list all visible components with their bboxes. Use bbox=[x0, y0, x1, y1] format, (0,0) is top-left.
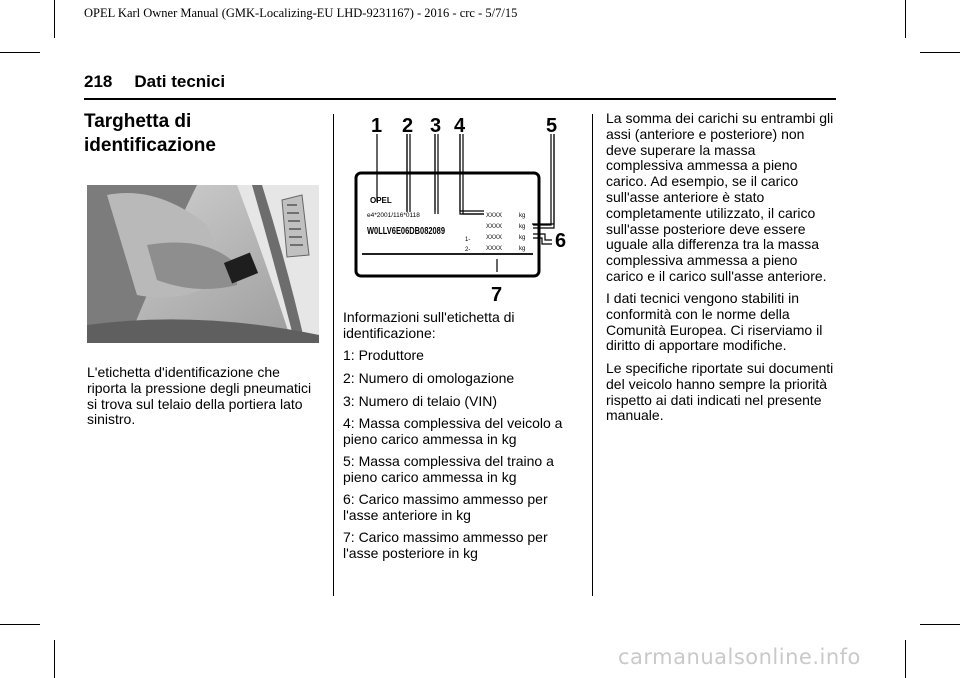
right-paragraph: I dati tecnici vengono stabiliti in conformità con le norme della Comunità Europea. Ci riserviamo il diritto di apportare modifiche. bbox=[606, 290, 823, 354]
right-paragraph: Le specifiche riportate sui documenti del veicolo hanno sempre la priorità rispetto ai dati indicati nel presente manuale. bbox=[606, 360, 834, 424]
callout-4: 4 bbox=[454, 115, 466, 137]
plate-mass-value: XXXX bbox=[486, 246, 503, 252]
watermark: carmanualsonline.info bbox=[618, 645, 861, 669]
right-paragraph: La somma dei carichi su entrambi gli assi (anteriore e posteriore) non deve superare la massa complessiva ammessa a pieno carico. Ad esempio, se il carico sull'asse anteriore è stato completamente utilizzato, il carico sull'asse posteriore deve essere uguale alla differenza tra la massa complessiva ammessa a pieno carico e il carico sull'asse anteriore. bbox=[606, 110, 834, 284]
plate-unit: kg bbox=[519, 235, 526, 241]
identification-label-figure bbox=[352, 112, 576, 304]
legend-item: 4: Massa complessiva del veicolo a pieno carico ammessa in kg bbox=[343, 415, 563, 447]
crop-mark bbox=[920, 624, 960, 625]
legend-item: 2: Numero di omologazione bbox=[343, 370, 515, 386]
plate-approval: e4*2001/116*0118 bbox=[367, 212, 420, 219]
legend-item: 1: Produttore bbox=[343, 347, 424, 363]
column-divider bbox=[592, 114, 593, 596]
plate-axle-label: 1- bbox=[465, 237, 471, 243]
plate-unit: kg bbox=[519, 246, 526, 252]
crop-mark bbox=[54, 640, 55, 678]
plate-mass-value: XXXX bbox=[486, 224, 503, 230]
legend-item: 7: Carico massimo ammesso per l'asse posteriore in kg bbox=[343, 529, 548, 561]
plate-vin: W0LLV6E06DB082089 bbox=[367, 225, 446, 237]
callout-3: 3 bbox=[430, 115, 442, 137]
legend-item: 3: Numero di telaio (VIN) bbox=[343, 393, 498, 409]
plate-mass-value: XXXX bbox=[486, 235, 503, 241]
plate-unit: kg bbox=[519, 213, 526, 219]
crop-mark bbox=[0, 52, 40, 53]
section-title: Targhetta di identificazione bbox=[84, 111, 216, 156]
crop-mark bbox=[920, 52, 960, 53]
legend-item: 6: Carico massimo ammesso per l'asse anteriore in kg bbox=[343, 491, 548, 523]
plate-brand: OPEL bbox=[370, 196, 392, 205]
crop-mark bbox=[905, 640, 906, 678]
page-header bbox=[84, 72, 225, 92]
callout-1: 1 bbox=[371, 115, 383, 137]
plate-unit: kg bbox=[519, 224, 526, 230]
plate-axle-label: 2- bbox=[465, 247, 471, 253]
crop-mark bbox=[54, 0, 55, 38]
header-rule bbox=[84, 98, 836, 100]
page-number: 218 bbox=[84, 72, 113, 91]
callout-7: 7 bbox=[491, 284, 503, 304]
callout-2: 2 bbox=[402, 115, 414, 137]
door-frame-photo bbox=[87, 185, 319, 343]
callout-5: 5 bbox=[546, 115, 558, 137]
plate-mass-value: XXXX bbox=[486, 213, 503, 219]
manual-meta: OPEL Karl Owner Manual (GMK-Localizing-EU LHD-9231167) - 2016 - crc - 5/7/15 bbox=[84, 6, 518, 20]
left-body: L'etichetta d'identificazione che riporta la pressione degli pneumatici si trova sul telaio della portiera lato sinistro. bbox=[87, 364, 312, 428]
callout-6: 6 bbox=[555, 230, 567, 252]
legend-intro: Informazioni sull'etichetta di identificazione: bbox=[343, 309, 515, 341]
crop-mark bbox=[905, 0, 906, 38]
legend-item: 5: Massa complessiva del traino a pieno carico ammessa in kg bbox=[343, 453, 554, 485]
crop-mark bbox=[0, 624, 40, 625]
chapter-title: Dati tecnici bbox=[134, 72, 226, 91]
column-divider bbox=[333, 114, 334, 596]
